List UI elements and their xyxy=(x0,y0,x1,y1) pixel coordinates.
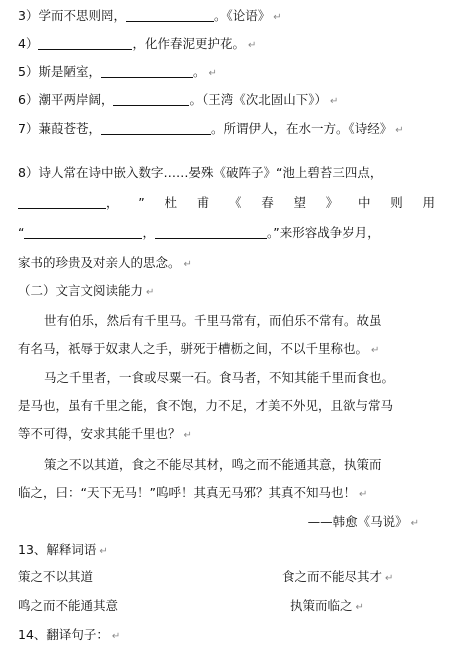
item-5 xyxy=(18,62,441,82)
line-text: 中 xyxy=(357,195,371,210)
paragraph-mark-icon: ↵ xyxy=(247,40,257,51)
word-item: 执策而临之 xyxy=(290,598,353,613)
line-text: 。（王湾《次北固山下》） xyxy=(189,92,327,107)
paragraph-mark-icon: ↵ xyxy=(329,96,339,107)
line-text: 甫 xyxy=(196,195,210,210)
line-text: 春 xyxy=(261,195,274,210)
word-item: 食之而不能尽其才 xyxy=(282,569,383,584)
paragraph-mark-icon: ↵ xyxy=(99,546,108,557)
question-14-title: 14、翻译句子： ↵ xyxy=(18,627,121,642)
fill-blank[interactable] xyxy=(113,91,189,106)
item-6 xyxy=(18,90,441,110)
line-text: 。《论语》 xyxy=(213,8,271,23)
line-text: 蒹葭苍苍， xyxy=(38,121,101,136)
line-text: 则 xyxy=(390,195,403,210)
line-text: ，化作春泥更护花。 xyxy=(132,36,245,51)
passage-line: 临之，曰：“天下无马！”呜呼！其真无马邪？其真不知马也！ ↵ xyxy=(18,485,368,500)
line-text: 用 xyxy=(422,195,435,210)
question-13-row-2 xyxy=(18,596,441,616)
item-3 xyxy=(18,6,441,26)
line-text: 学而不思则罔， xyxy=(38,8,126,23)
paragraph-mark-icon: ↵ xyxy=(410,518,419,529)
word-item: 策之不以其道 xyxy=(18,569,94,584)
item-number: 3） xyxy=(18,8,39,23)
fill-blank[interactable] xyxy=(38,35,132,50)
word-item: 鸣之而不能通其意 xyxy=(18,598,119,613)
question-13-row-1 xyxy=(18,567,441,587)
passage-line: 是马也，虽有千里之能，食不饱，力不足，才美不外见，且欲与常马 xyxy=(18,398,394,413)
item-number: 5） xyxy=(18,64,39,79)
item-8-line-2: ， ” 杜 甫 《 春 望 》 中 则 用 xyxy=(18,193,435,213)
line-text: 家书的珍贵及对亲人的思念。 xyxy=(18,255,181,270)
fill-blank[interactable] xyxy=(101,120,211,135)
line-text: 《 xyxy=(228,195,242,210)
paragraph-mark-icon: ↵ xyxy=(395,125,404,136)
line-text: 斯是陋室， xyxy=(38,64,101,79)
line-text: 。所谓伊人，在水一方。《诗经》 xyxy=(210,121,393,136)
item-number: 7） xyxy=(18,121,39,136)
paragraph-mark-icon: ↵ xyxy=(273,12,282,23)
item-number: 8） xyxy=(18,165,39,180)
paragraph-mark-icon: ↵ xyxy=(183,430,192,441)
passage-author: ——韩愈《马说》 ↵ xyxy=(307,514,419,529)
line-text: 》 xyxy=(325,195,339,210)
item-7 xyxy=(18,119,441,139)
line-text: 望 xyxy=(293,195,306,210)
passage-line: 有名马，祇辱于奴隶人之手，骈死于槽枥之间，不以千里称也。 ↵ xyxy=(18,341,380,356)
paragraph-mark-icon: ↵ xyxy=(358,489,368,500)
passage-line: 策之不以其道，食之不能尽其材，鸣之而不能通其意，执策而 xyxy=(44,457,382,472)
question-13-title: 13、解释词语 ↵ xyxy=(18,542,108,557)
paragraph-mark-icon: ↵ xyxy=(183,259,192,270)
section-title: （二）文言文阅读能力 ↵ xyxy=(18,283,155,298)
paragraph-mark-icon: ↵ xyxy=(371,345,380,356)
fill-blank[interactable] xyxy=(18,194,106,209)
passage-line: 等不可得，安求其能千里也？ ↵ xyxy=(18,426,192,441)
fill-blank[interactable] xyxy=(126,7,214,22)
fill-blank[interactable] xyxy=(155,224,267,239)
paragraph-mark-icon: ↵ xyxy=(146,287,155,298)
item-8 xyxy=(18,163,441,183)
item-number: 4） xyxy=(18,36,39,51)
item-8-line-4 xyxy=(18,253,441,273)
line-text: ” xyxy=(138,195,145,210)
line-text: 潮平两岸阔， xyxy=(38,92,114,107)
line-text: 诗人常在诗中嵌入数字……晏殊《破阵子》“池上碧苔三四点， xyxy=(38,165,383,180)
passage-line: 马之千里者，一食或尽粟一石。食马者，不知其能千里而食也。 xyxy=(44,370,395,385)
paragraph-mark-icon: ↵ xyxy=(111,631,121,642)
paragraph-mark-icon: ↵ xyxy=(385,573,394,584)
item-4 xyxy=(18,34,441,54)
item-number: 6） xyxy=(18,92,39,107)
fill-blank[interactable] xyxy=(24,224,142,239)
line-text: 杜 xyxy=(164,195,177,210)
line-text: 。 xyxy=(192,64,206,79)
paragraph-mark-icon: ↵ xyxy=(208,68,217,79)
item-8-line-3: “ ， 。”来形容战争岁月， xyxy=(18,225,380,240)
line-text: 。”来形容战争岁月， xyxy=(267,225,380,240)
fill-blank[interactable] xyxy=(101,63,193,78)
passage-line: 世有伯乐，然后有千里马。千里马常有，而伯乐不常有。故虽 xyxy=(44,313,382,328)
paragraph-mark-icon: ↵ xyxy=(355,602,364,613)
